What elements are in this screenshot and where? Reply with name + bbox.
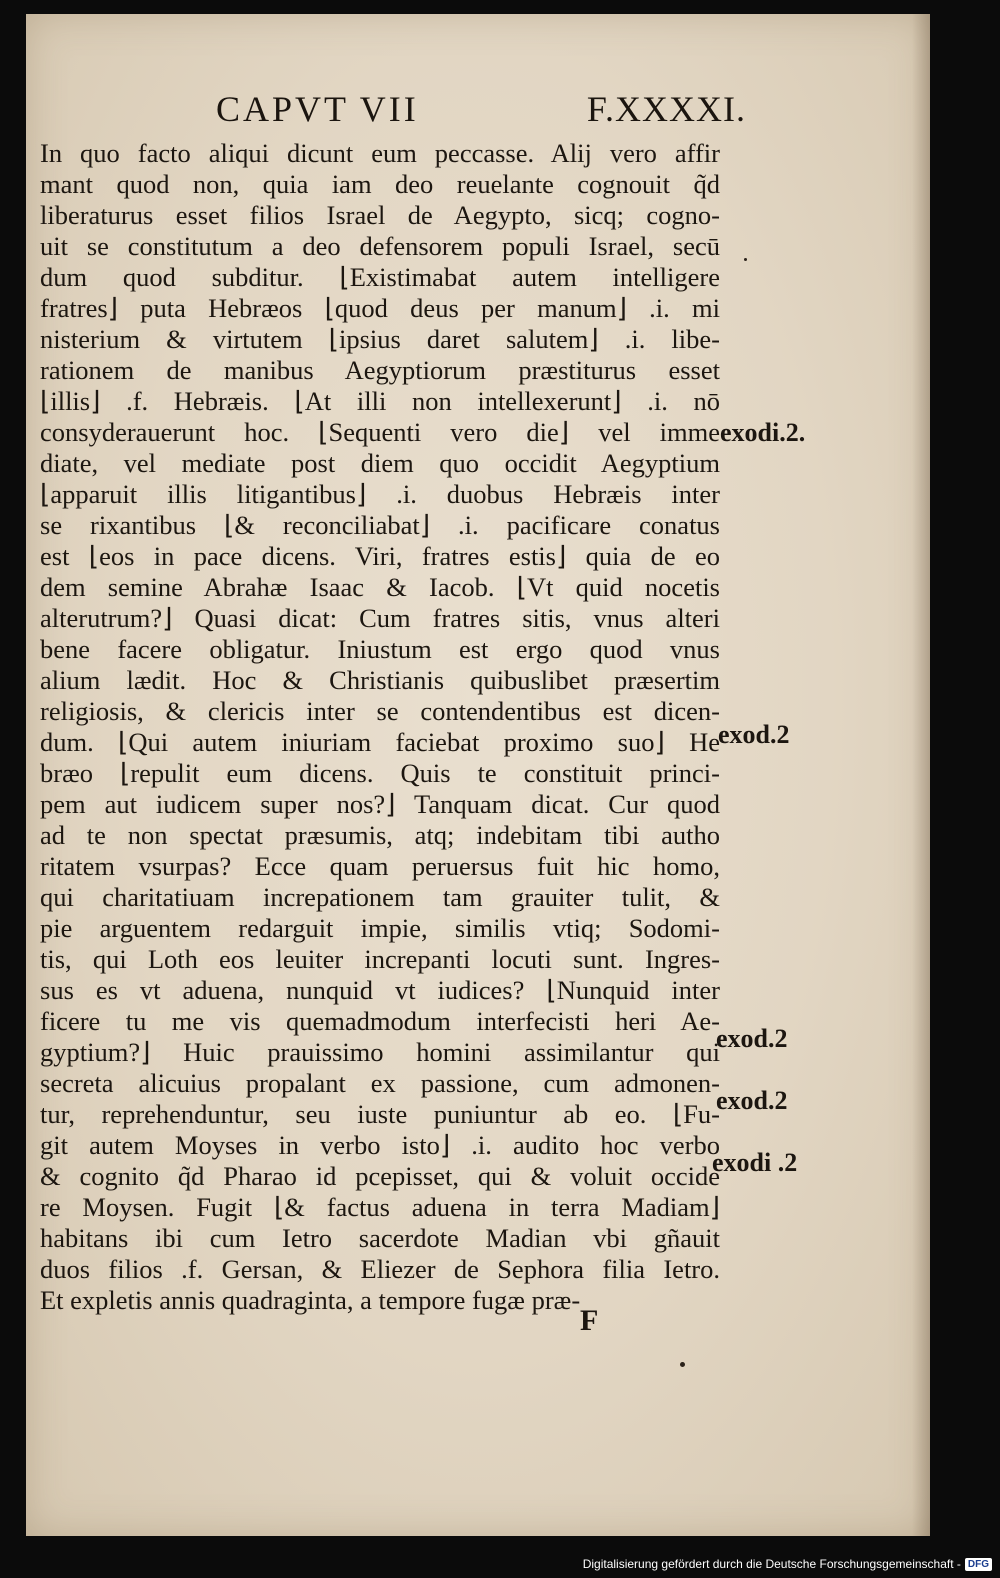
text-line-content: habitans ibi cum Ietro sacerdote Madian vbi gñauit (40, 1223, 720, 1253)
margin-note: exodi.2. (720, 418, 806, 447)
text-line-content: sus es vt aduena, nunquid vt iudices? ⌊Nunquid inter (40, 975, 720, 1005)
text-line-content: consyderauerunt hoc. ⌊Sequenti vero die⌋ vel imme (40, 417, 720, 447)
text-line (40, 572, 720, 603)
text-line-content: & cognito q̃d Pharao id pcepisset, qui & voluit occide (40, 1161, 720, 1191)
margin-note: exod.2 (716, 1024, 788, 1053)
text-line-content: pem aut iudicem super nos?⌋ Tanquam dicat. Cur quod (40, 789, 720, 819)
text-line-content: re Moysen. Fugit ⌊& factus aduena in terra Madiam⌋ (40, 1192, 720, 1222)
text-line (40, 1099, 720, 1130)
text-line-content: Et expletis annis quadraginta, a tempore fugæ præ- (40, 1285, 581, 1315)
text-line (40, 231, 720, 262)
running-title: CAPVT VII (216, 89, 419, 129)
text-line (40, 448, 720, 479)
text-line-content: rationem de manibus Aegyptiorum præstiturus esset (40, 355, 720, 385)
text-line (40, 727, 720, 758)
text-line-content: dem semine Abrahæ Isaac & Iacob. ⌊Vt quid nocetis (40, 572, 720, 602)
text-line-content: pie arguentem redarguit impie, similis vtiq; Sodomi- (40, 913, 720, 943)
text-line-content: diate, vel mediate post diem quo occidit Aegyptium (40, 448, 720, 478)
text-line (40, 479, 720, 510)
text-line (40, 1254, 720, 1285)
signature-mark: F (580, 1304, 599, 1337)
margin-note: exodi .2 (712, 1148, 798, 1177)
folio-number: F.XXXXI. (586, 89, 746, 129)
text-line-content: se rixantibus ⌊& reconciliabat⌋ .i. pacificare conatus (40, 510, 720, 540)
text-line (40, 634, 720, 665)
text-line (40, 386, 720, 417)
text-line-content: git autem Moyses in verbo isto⌋ .i. audito hoc verbo (40, 1130, 720, 1160)
text-line-content: nisterium & virtutem ⌊ipsius daret salutem⌋ .i. libe- (40, 324, 720, 354)
text-line (40, 665, 720, 696)
text-line-content: alterutrum?⌋ Quasi dicat: Cum fratres sitis, vnus alteri (40, 603, 720, 633)
text-line-content: ⌊apparuit illis litigantibus⌋ .i. duobus Hebræis inter (40, 479, 720, 509)
text-line-content: ficere tu me vis quemadmodum interfecisti heri Ae- (40, 1006, 720, 1036)
text-line-content: In quo facto aliqui dicunt eum peccasse. Alij vero affir (40, 138, 720, 168)
text-line-content: bræo ⌊repulit eum dicens. Quis te constituit princi- (40, 758, 720, 788)
margin-note: exod.2 (718, 720, 790, 749)
text-line (40, 696, 720, 727)
book-page (26, 14, 930, 1536)
text-line-content: tis, qui Loth eos leuiter increpanti locuti sunt. Ingres- (40, 944, 720, 974)
text-line-content: est ⌊eos in pace dicens. Viri, fratres estis⌋ quia de eo (40, 541, 720, 571)
text-line (40, 789, 720, 820)
text-line (40, 851, 720, 882)
text-line-content: bene facere obligatur. Iniustum est ergo quod vnus (40, 634, 720, 664)
text-line (40, 1161, 720, 1192)
ink-speck (680, 1362, 685, 1367)
text-line (40, 1006, 720, 1037)
dfg-logo: DFG (965, 1558, 992, 1571)
text-line (40, 975, 720, 1006)
text-line (40, 944, 720, 975)
text-line-content: fratres⌋ puta Hebræos ⌊quod deus per manum⌋ .i. mi (40, 293, 720, 323)
ink-speck (744, 258, 747, 261)
text-line-content: duos filios .f. Gersan, & Eliezer de Sephora filia Ietro. (40, 1254, 720, 1284)
text-line (40, 169, 720, 200)
text-line (40, 820, 720, 851)
text-line (40, 913, 720, 944)
page-header (216, 88, 746, 132)
text-line-content: secreta alicuius propalant ex passione, cum admonen- (40, 1068, 720, 1098)
text-line-content: uit se constitutum a deo defensorem populi Israel, secū (40, 231, 720, 261)
text-line (40, 293, 720, 324)
text-line (40, 882, 720, 913)
text-line-content: ritatem vsurpas? Ecce quam peruersus fuit hic homo, (40, 851, 720, 881)
text-line-content: dum quod subditur. ⌊Existimabat autem intelligere (40, 262, 720, 292)
text-line (40, 324, 720, 355)
text-line (40, 1068, 720, 1099)
footer-credit: Digitalisierung gefördert durch die Deutsche Forschungsgemeinschaft - (582, 1557, 961, 1571)
text-line (40, 1192, 720, 1223)
text-line (40, 1223, 720, 1254)
text-line (40, 262, 720, 293)
text-line (40, 200, 720, 231)
text-line-content: mant quod non, quia iam deo reuelante cognouit q̃d (40, 169, 720, 199)
text-line-content: liberaturus esset filios Israel de Aegypto, sicq; cogno- (40, 200, 720, 230)
text-line (40, 541, 720, 572)
text-line-content: religiosis, & clericis inter se contendentibus est dicen- (40, 696, 720, 726)
text-line (40, 1037, 720, 1068)
text-line-content: gyptium?⌋ Huic prauissimo homini assimilantur qui (40, 1037, 720, 1067)
text-line-content: tur, reprehenduntur, seu iuste puniuntur ab eo. ⌊Fu- (40, 1099, 720, 1129)
text-line (40, 758, 720, 789)
text-line (40, 355, 720, 386)
text-line (40, 1130, 720, 1161)
margin-note: exod.2 (716, 1086, 788, 1115)
digitization-footer (583, 1554, 992, 1574)
text-line-content: ad te non spectat præsumis, atq; indebitam tibi autho (40, 820, 720, 850)
text-line-content: alium lædit. Hoc & Christianis quibuslibet præsertim (40, 665, 720, 695)
text-line (40, 603, 720, 634)
text-line-content: ⌊illis⌋ .f. Hebræis. ⌊At illi non intellexerunt⌋ .i. nō (40, 386, 720, 416)
text-line (40, 138, 720, 169)
text-line (40, 417, 720, 448)
body-text (40, 138, 720, 1316)
text-line-content: dum. ⌊Qui autem iniuriam faciebat proximo suo⌋ He (40, 727, 720, 757)
text-line (40, 1285, 720, 1316)
text-line (40, 510, 720, 541)
text-line-content: qui charitatiuam increpationem tam grauiter tulit, & (40, 882, 720, 912)
